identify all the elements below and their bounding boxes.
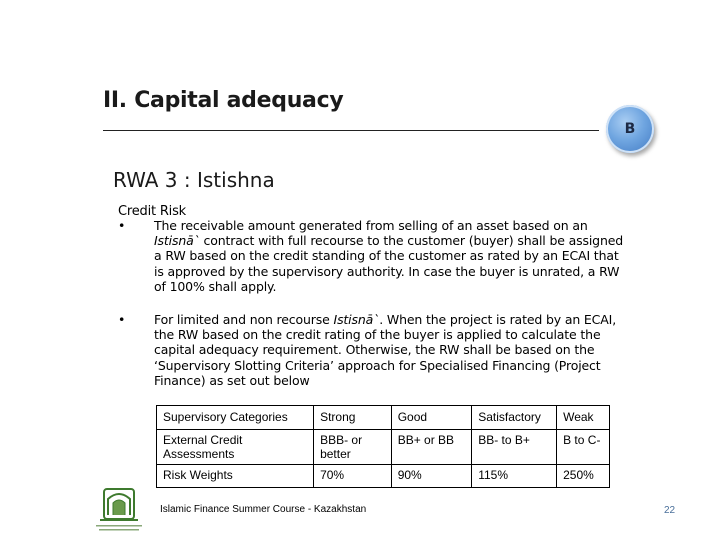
table-cell: Risk Weights: [157, 465, 314, 488]
table-cell: 115%: [472, 465, 557, 488]
table-row: [157, 430, 610, 465]
table-cell: BB- to B+: [472, 430, 557, 465]
bullet-term: Istisnā`: [154, 233, 200, 249]
section-badge-letter: B: [624, 121, 636, 137]
bullet-marker: •: [118, 218, 126, 233]
page-number: 22: [664, 505, 676, 516]
table-cell: B to C-: [557, 430, 610, 465]
title-divider: [103, 130, 599, 131]
bullet-term: Istisnā`: [333, 312, 380, 327]
slide-subtitle: RWA 3 : Istishna: [113, 168, 275, 192]
table-header-cell: Weak: [557, 406, 610, 430]
bullet-rest: contract with full recourse to the customer (buyer) shall be assigned a RW based on the credit standing of the customer as rated by an ECAI that is approved by the supervisory authority. In case the buyer is unrated, a RW of 100% shall apply.: [154, 233, 624, 294]
table-cell: 70%: [314, 465, 392, 488]
table-header-row: [157, 406, 610, 430]
bullet-item: [118, 218, 628, 294]
table-cell: External Credit Assessments: [157, 430, 314, 465]
table-header-cell: Good: [391, 406, 472, 430]
bullet-item: [118, 312, 628, 388]
institution-logo-icon: [90, 485, 148, 535]
section-heading: Credit Risk: [118, 204, 186, 219]
footer-course-name: Islamic Finance Summer Course - Kazakhstan: [160, 504, 367, 515]
table-cell: BB+ or BB: [391, 430, 472, 465]
table-cell: 250%: [557, 465, 610, 488]
bullet-marker: •: [118, 312, 126, 327]
bullet-text: [154, 312, 628, 388]
table-cell: BBB- or better: [314, 430, 392, 465]
table-header-cell: Supervisory Categories: [157, 406, 314, 430]
table-header-cell: Strong: [314, 406, 392, 430]
slide-title: II. Capital adequacy: [103, 88, 344, 113]
table-cell: 90%: [391, 465, 472, 488]
bullet-text: [154, 218, 628, 294]
table-row: [157, 465, 610, 488]
section-badge: [606, 105, 654, 153]
bullet-rest: . When the project is rated by an ECAI, the RW based on the credit rating of the buyer is applied to calculate the capital adequacy requirement. Otherwise, the RW shall be based on the ‘Supervisory Slotting Criteria’ approach for Specialised Financing (Project Finance) as set out below: [154, 312, 617, 388]
table-header-cell: Satisfactory: [472, 406, 557, 430]
bullet-lead: The receivable amount generated from selling of an asset based on an: [154, 218, 588, 233]
risk-weight-table: [156, 405, 610, 488]
bullet-lead: For limited and non recourse: [154, 312, 334, 327]
